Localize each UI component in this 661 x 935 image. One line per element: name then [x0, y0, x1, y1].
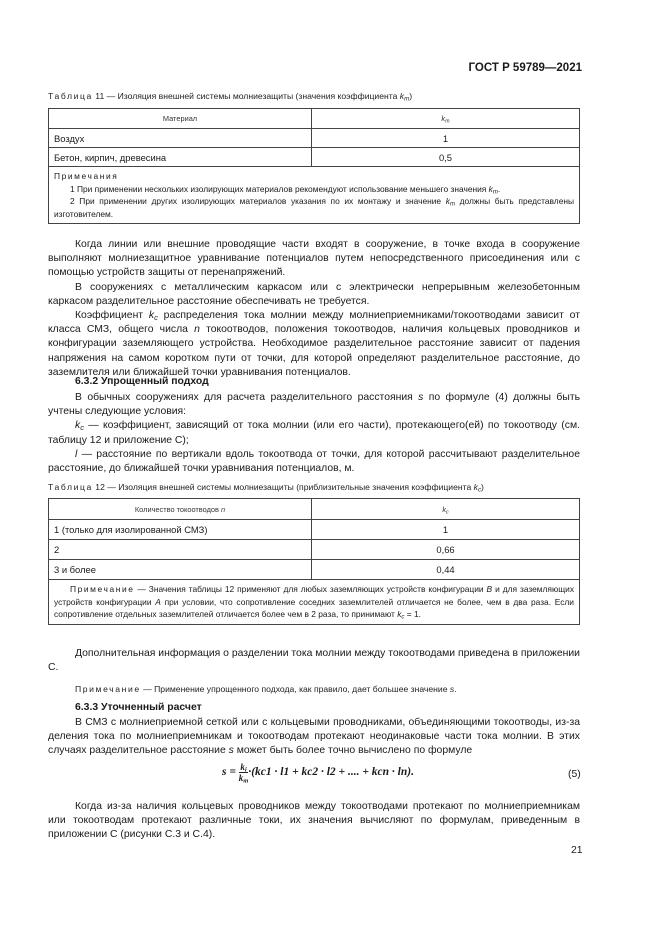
body-text-block-2: [48, 391, 580, 476]
table12-note: Примечание — Значения таблицы 12 применяют для любых заземляющих устройств конфигурации В и для заземляющих устройств конфигурации А при условии, что сопротивление соседних заземлителей отличается не более, чем в два раза. Если сопротивление отдельных заземлителей отличается более чем в 2 раза, то принимают $k_c = 1$.: [49, 580, 580, 625]
formula-5: s = $\frac{k_i}{k_m}$ ·(kc1 · l1 + kc2 · l2 + .... + kcn · ln).: [222, 762, 414, 785]
table11-caption-label: Таблица: [48, 91, 93, 101]
table-row: [49, 560, 580, 580]
table12-cell-count: 1 (только для изолированной СМЗ): [49, 520, 312, 540]
section-title-6-3-2: 6.3.2 Упрощенный подход: [75, 376, 209, 387]
table-row: [49, 540, 580, 560]
table11-cell-material: Бетон, кирпич, древесина: [49, 148, 312, 167]
table12-caption-text: 12 — Изоляция внешней системы молниезащиты (приблизительные значения коэффициента: [95, 482, 474, 492]
table11-notes: [49, 167, 580, 224]
table12-cell-count: 2: [49, 540, 312, 560]
table12: [48, 498, 580, 625]
table-row: [49, 129, 580, 148]
table11: [48, 108, 580, 224]
table-row: [49, 520, 580, 540]
table11-head-material: Материал: [49, 109, 312, 129]
table12-cell-value: 0,66: [312, 540, 580, 560]
table11-cell-value: 0,5: [312, 148, 580, 167]
simplified-approach-note: Примечание — Применение упрощенного подхода, как правило, дает большее значение s.: [75, 684, 457, 694]
table12-caption: Таблица 12 — Изоляция внешней системы молниезащиты (приблизительные значения коэффициента $k_c$): [48, 482, 484, 494]
table11-note-1: 1 При применении нескольких изолирующих материалов рекомендуют использование меньшего значения $k_m$.: [70, 183, 501, 195]
paragraph: Когда из-за наличия кольцевых проводников между токоотводами протекают по молниеприемникам или токоотводам протекают различные токи, их значения вычисляют по формулам, приведенным в приложении С (рисунки С.3 и С.4).: [48, 801, 580, 841]
formula-rhs: ·(kc1 · l1 + kc2 · l2 + .... + kcn · ln).: [248, 766, 414, 779]
table12-cell-count: 3 и более: [49, 560, 312, 580]
standard-header: ГОСТ Р 59789—2021: [468, 62, 582, 74]
table12-head-count: Количество токоотводов n: [49, 499, 312, 520]
table12-cell-value: 0,44: [312, 560, 580, 580]
page-number: 21: [571, 845, 583, 856]
table11-caption-text: 11 — Изоляция внешней системы молниезащиты (значения коэффициента: [95, 91, 400, 101]
table11-cell-value: 1: [312, 129, 580, 148]
body-text-block-5: [48, 800, 580, 843]
paragraph: l — расстояние по вертикали вдоль токоотвода от точки, для которой рассчитывают разделительное расстояние, до ближайшей точки уравнивания потенциалов, м.: [48, 448, 580, 475]
paragraph: Когда линии или внешние проводящие части входят в сооружение, в точке входа в сооружение выполняют молниезащитное уравнивание потенциалов путем непосредственного присоединения или с помощью устройств защиты от перенапряжений.: [48, 239, 580, 279]
table12-cell-value: 1: [312, 520, 580, 540]
body-text-block-1: [48, 238, 580, 380]
table-row: [49, 148, 580, 167]
body-text-block-4: [48, 716, 580, 759]
formula-number: (5): [568, 769, 581, 780]
table11-notes-title: Примечания: [54, 171, 119, 181]
paragraph: В обычных сооружениях для расчета разделительного расстояния s по формуле (4) должны быть учтены следующие условия:: [48, 392, 580, 418]
table11-head-km: $k_m$: [312, 109, 580, 129]
table11-cell-material: Воздух: [49, 129, 312, 148]
section-title-6-3-3: 6.3.3 Уточненный расчет: [75, 702, 202, 713]
table11-note-2: 2 При применении других изолирующих материалов указания по их монтажу и значение $k_m$ должны быть представлены изготовителем.: [54, 196, 574, 219]
paragraph: $k_c$ — коэффициент, зависящий от тока молнии (или его части), протекающего(ей) по токоотводу (см. таблицу 12 и приложение С);: [48, 420, 580, 446]
table12-caption-label: Таблица: [48, 482, 93, 492]
table12-head-kc: $k_c$: [312, 499, 580, 520]
table11-caption: Таблица 11 — Изоляция внешней системы молниезащиты (значения коэффициента $k_m$): [48, 91, 413, 103]
body-text-block-3: [48, 647, 580, 675]
paragraph: В СМЗ с молниеприемной сеткой или с кольцевыми проводниками, объединяющими токоотводы, из-за деления тока по молниеприемникам и токоотводам протекают неодинаковые части тока молнии. В этих случаях разделительное расстояние s может быть более точно вычислено по формуле: [48, 717, 580, 757]
formula-fraction: $\frac{k_i}{k_m}$: [238, 762, 249, 785]
paragraph: В сооружениях с металлическим каркасом или с электрически непрерывным железобетонным каркасом разделительное расстояние обеспечивать не требуется.: [48, 281, 580, 307]
paragraph: Дополнительная информация о разделении тока молнии между токоотводами приведена в приложении С.: [48, 648, 580, 674]
paragraph: Коэффициент $k_c$ распределения тока молнии между молниеприемниками/токоотводами зависит от класса СМЗ, общего числа n токоотводов, положения токоотводов, наличия кольцевых проводников и конфигурации заземляющего устройства. Необходимое разделительное расстояние зависит от падения напряжения на самом коротком пути от точки, для которой определяют разделительное расстояние, до заземлителя или ближайшей точки уравнивания потенциалов.: [48, 310, 580, 378]
